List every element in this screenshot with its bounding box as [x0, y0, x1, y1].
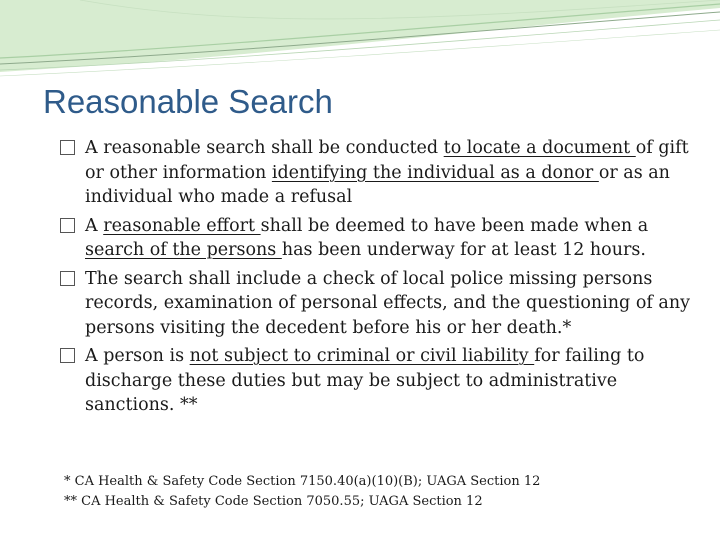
bullet-text: has been underway for at least 12 hours.	[281, 240, 646, 260]
bullet-text: A reasonable search shall be conducted	[85, 138, 444, 158]
header-decoration	[0, 0, 720, 90]
bullet-marker-icon	[60, 218, 75, 233]
bullet-paragraph	[60, 344, 700, 418]
bullet-text: The search shall include a check of local police missing persons records, examination of personal effects, and the questioning of any persons visiting the decedent before his or her death.*	[85, 268, 690, 338]
underlined-text: to locate a document	[443, 138, 636, 158]
footnote: ** CA Health & Safety Code Section 7050.55; UAGA Section 12	[64, 494, 483, 509]
underlined-text: not subject to criminal or civil liability	[189, 346, 535, 366]
bullet-marker-icon	[60, 348, 75, 363]
bullet-text: for failing to discharge these duties but may be subject to administrative sanctions. **	[85, 346, 645, 415]
bullet-paragraph	[60, 267, 700, 341]
footnote: * CA Health & Safety Code Section 7150.40(a)(10)(B); UAGA Section 12	[64, 474, 541, 489]
footnotes	[64, 472, 540, 512]
underlined-text: search of the persons	[85, 240, 282, 260]
underlined-text: reasonable effort	[103, 215, 261, 236]
underlined-text: identifying the individual as a donor	[271, 162, 599, 183]
bullet-text: or as an individual who made a refusal	[85, 162, 670, 207]
bullet-text: A	[85, 215, 104, 236]
bullet-text: of gift or other information	[85, 138, 689, 183]
bullet-text: shall be deemed to have been made when a	[260, 215, 649, 236]
bullet-marker-icon	[60, 140, 75, 155]
bullet-text: A person is	[85, 346, 190, 366]
bullet-marker-icon	[60, 271, 75, 286]
bullet-paragraph	[60, 214, 700, 263]
page-title: Reasonable Search	[43, 83, 333, 120]
bullet-list	[60, 136, 700, 422]
bullet-paragraph	[60, 136, 700, 210]
